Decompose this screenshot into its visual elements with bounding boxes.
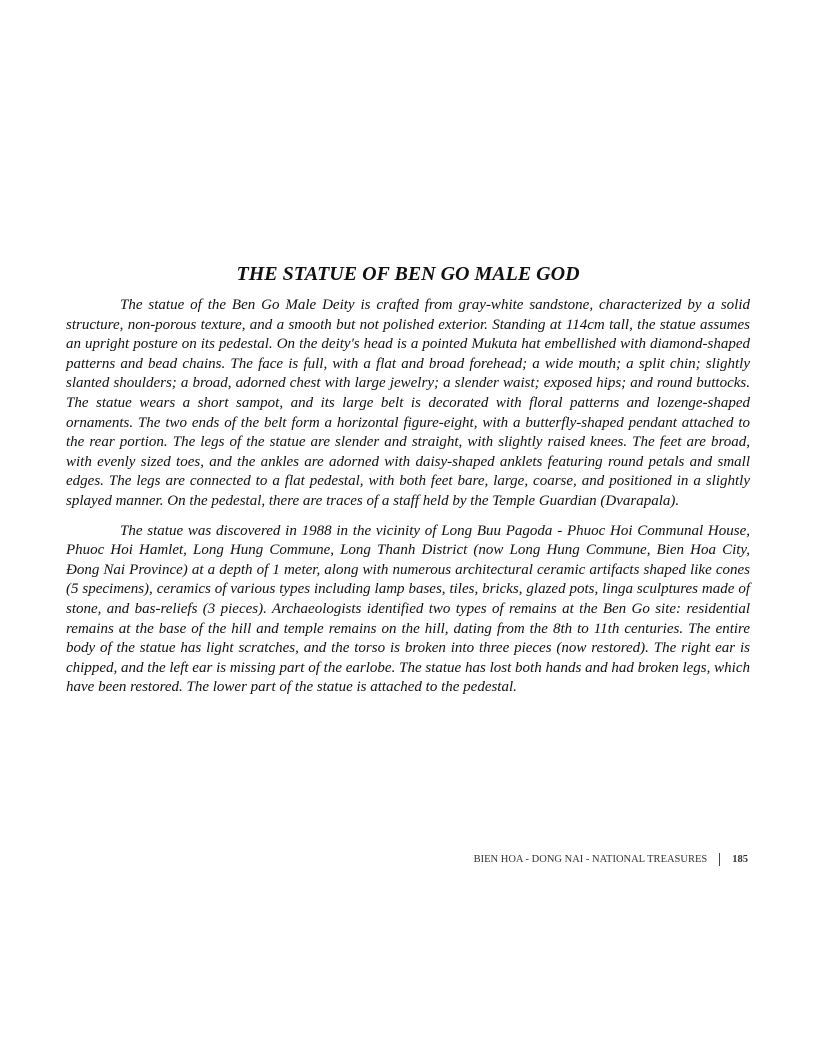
running-title: BIEN HOA - DONG NAI - NATIONAL TREASURES [473,854,708,865]
page-title: THE STATUE OF BEN GO MALE GOD [236,263,580,285]
article-body [66,296,750,708]
footer-divider [719,853,720,866]
page-number: 185 [732,854,748,865]
discovery-paragraph: The statue was discovered in 1988 in the vicinity of Long Buu Pagoda - Phuoc Hoi Communal House, Phuoc Hoi Hamlet, Long Hung Commune, Long Thanh District (now Long Hung Commune, Bien Hoa City, Đong Nai Province) at a depth of 1 meter, along with numerous architectural ceramic artifacts shaped like cones (5 specimens), ceramics of various types including lamp bases, tiles, bricks, glazed pots, linga sculptures made of stone, and bas-reliefs (3 pieces). Archaeologists identified two types of remains at the Ben Go site: residential remains at the base of the hill and temple remains on the hill, dating from the 8th to 11th centuries. The entire body of the statue has light scratches, and the torso is broken into three pieces (now restored). The right ear is chipped, and the left ear is missing part of the earlobe. The statue has lost both hands and had broken legs, which have been restored. The lower part of the statue is attached to the pedestal. [66,522,750,696]
description-paragraph: The statue of the Ben Go Male Deity is crafted from gray-white sandstone, characterized by a solid structure, non-porous texture, and a smooth but not polished exterior. Standing at 114cm tall, the statue assumes an upright posture on its pedestal. On the deity's head is a pointed Mukuta hat embellished with diamond-shaped patterns and bead chains. The face is full, with a flat and broad forehead; a wide mouth; a split chin; slightly slanted shoulders; a broad, adorned chest with large jewelry; a slender waist; exposed hips; and round buttocks. The statue wears a short sampot, and its large belt is decorated with floral patterns and lozenge-shaped ornaments. The two ends of the belt form a horizontal figure-eight, with a butterfly-shaped pendant attached to the rear portion. The legs of the statue are slender and straight, with slightly raised knees. The feet are broad, with evenly sized toes, and the ankles are adorned with daisy-shaped anklets featuring round petals and small edges. The legs are connected to a flat pedestal, with both feet bare, large, coarse, and positioned in a slightly splayed manner. On the pedestal, there are traces of a staff held by the Temple Guardian (Dvarapala). [66,297,750,509]
running-footer [474,853,748,866]
